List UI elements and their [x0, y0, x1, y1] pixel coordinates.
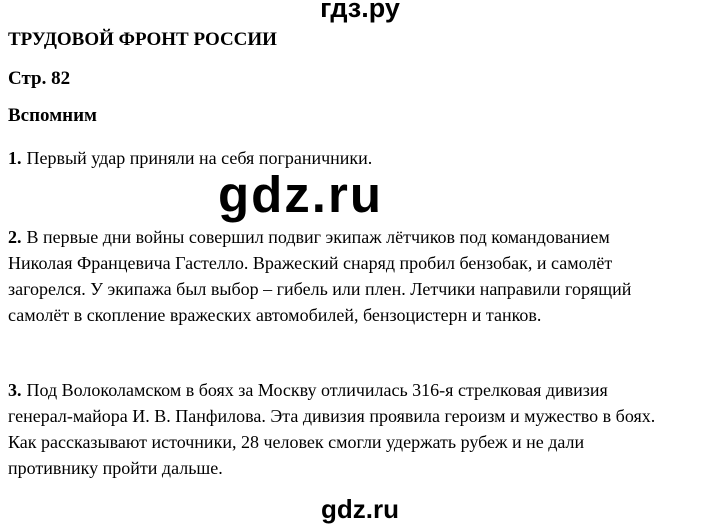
document-title: ТРУДОВОЙ ФРОНТ РОССИИ [8, 29, 277, 50]
answer-item-3 [8, 377, 655, 481]
item-3-text-line: противнику пройти дальше. [8, 458, 223, 478]
item-2-text-line: Николая Францевича Гастелло. Вражеский снаряд пробил бензобак, и самолёт [8, 253, 613, 273]
item-2-number: 2. [8, 227, 22, 247]
section-heading: Вспомним [8, 105, 97, 126]
site-watermark-middle: gdz.ru [218, 166, 383, 223]
item-3-text-line: генерал-майора И. В. Панфилова. Эта дивизия проявила героизм и мужество в боях. [8, 406, 656, 426]
item-3-text-line: Под Волоколамском в боях за Москву отличилась 316-я стрелковая дивизия [26, 380, 608, 400]
item-3-number: 3. [8, 380, 22, 400]
item-1-number: 1. [8, 148, 22, 168]
site-watermark-top: гдз.ру [320, 0, 400, 23]
item-2-text-line: самолёт в скопление вражеских автомобилей, бензоцистерн и танков. [8, 305, 542, 325]
page-reference: Стр. 82 [8, 68, 71, 89]
answer-item-2 [8, 224, 631, 328]
site-watermark-bottom: gdz.ru [321, 494, 399, 524]
item-2-text-line: загорелся. У экипажа был выбор – гибель или плен. Летчики направили горящий [8, 279, 632, 299]
item-3-text-line: Как рассказывают источники, 28 человек смогли удержать рубеж и не дали [8, 432, 585, 452]
item-2-text-line: В первые дни войны совершил подвиг экипаж лётчиков под командованием [26, 227, 610, 247]
item-1-text-line: Первый удар приняли на себя пограничники. [26, 148, 373, 168]
